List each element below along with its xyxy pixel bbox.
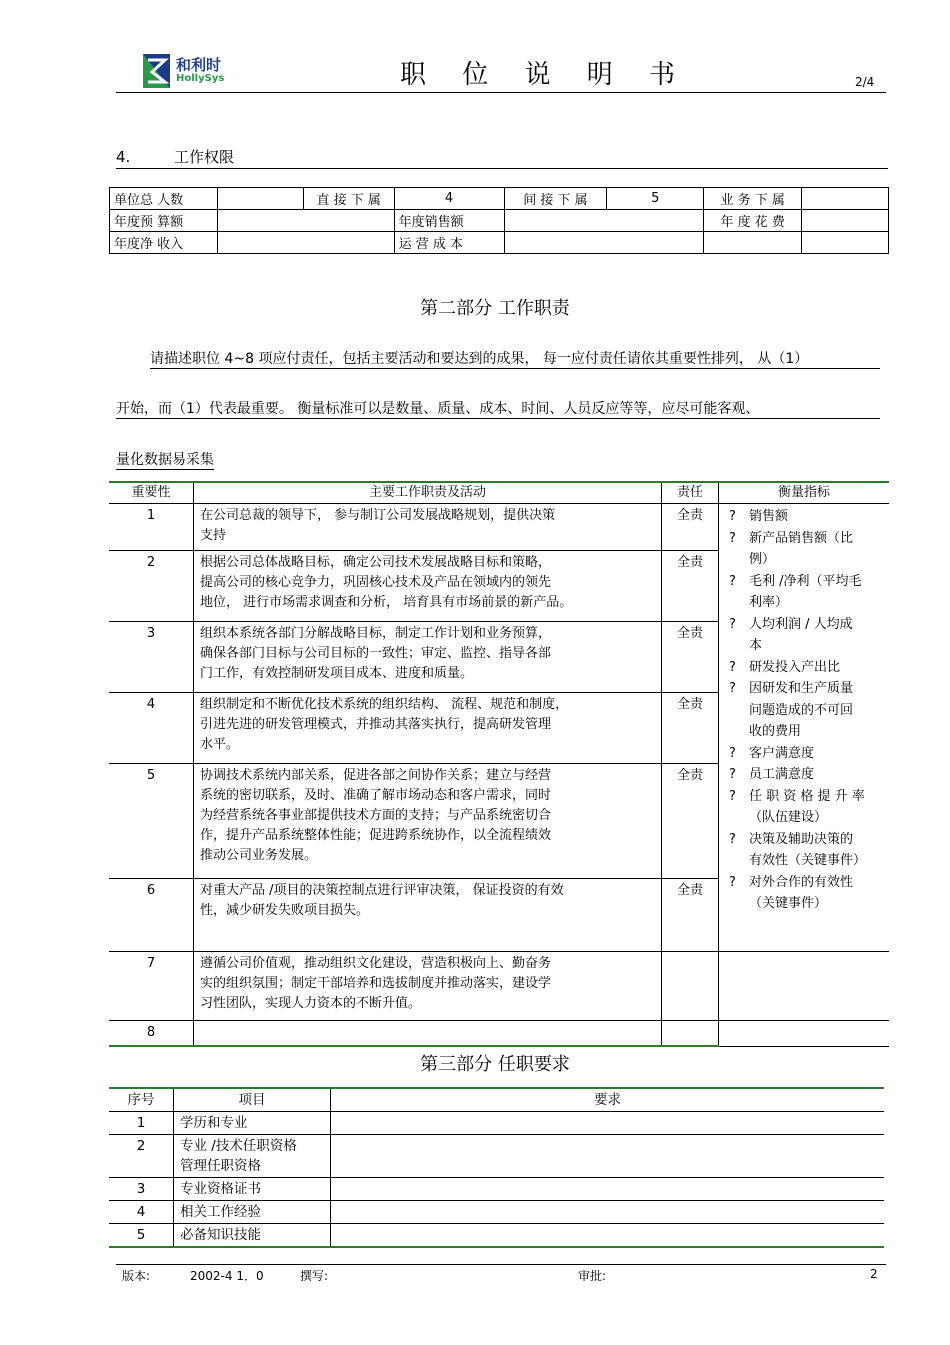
duty-line: 组织制定和不断优化技术系统的组织结构、 流程、规范和制度， — [200, 697, 569, 712]
table-row — [110, 232, 889, 254]
importance-rank: 2 — [109, 551, 194, 622]
requirement-item — [174, 1224, 331, 1248]
responsibility-level: 全责 — [662, 764, 719, 879]
metric-marker: ? — [729, 745, 736, 761]
duty-line: 性，减少研发失败项目损失。 — [200, 903, 370, 918]
metric-item — [725, 571, 883, 614]
table-cell: 业 务 下 属 — [704, 188, 802, 210]
intro-line-1: 请描述职位 4~8 项应付责任，包括主要活动和要达到的成果， 每一应付责任请依其重要性排列， 从（1） — [150, 348, 880, 369]
table-cell — [802, 232, 889, 254]
intro-line-2: 开始，而（1）代表最重要。 衡量标准可以是数量、质量、成本、时间、人员反应等等，应尽可能客观、 — [116, 398, 880, 419]
requirement-value — [331, 1224, 885, 1248]
duty-line: 水平。 — [200, 737, 240, 752]
header-requirement: 要求 — [331, 1088, 885, 1112]
responsibility-level: 全责 — [662, 622, 719, 693]
metric-item — [725, 678, 883, 743]
footer-divider — [116, 1264, 886, 1265]
requirement-item — [174, 1201, 331, 1224]
duties-table — [109, 481, 889, 1047]
table-cell: 运 营 成 本 — [394, 232, 504, 254]
table-row — [109, 1021, 889, 1047]
metric-line: 员工满意度 — [749, 767, 815, 782]
metric-line: 销售额 — [749, 509, 789, 524]
requirement-value — [331, 1178, 885, 1201]
metric-item — [725, 528, 883, 571]
responsibility-level: 全责 — [662, 879, 719, 952]
requirement-value — [331, 1112, 885, 1135]
requirement-value — [331, 1135, 885, 1178]
table-cell: 间 接 下 属 — [504, 188, 607, 210]
metric-line: 对外合作的有效性 — [749, 874, 854, 890]
duty-line: 遵循公司价值观，推动组织文化建设，营造积极向上、勤奋务 — [200, 956, 552, 971]
importance-rank: 3 — [109, 622, 194, 693]
table-cell — [217, 232, 394, 254]
footer-page-number: 2 — [870, 1267, 878, 1281]
footer-version-label: 版本: — [122, 1269, 151, 1283]
metric-line: 利率） — [749, 595, 789, 610]
requirement-value — [331, 1201, 885, 1224]
requirement-number: 1 — [109, 1112, 174, 1135]
table-row — [109, 1201, 884, 1224]
duty-line: 组织本系统各部门分解战略目标，制定工作计划和业务预算， — [200, 626, 552, 641]
table-cell: 5 — [607, 188, 704, 210]
metric-item — [725, 506, 883, 528]
footer-version-value: 2002-4 1．0 — [190, 1269, 264, 1283]
table-row — [110, 188, 889, 210]
responsibility-level: 全责 — [662, 693, 719, 764]
duty-description — [194, 504, 662, 551]
metric-line: （关键事件） — [749, 896, 828, 911]
importance-rank: 5 — [109, 764, 194, 879]
part-two-title: 第二部分 工作职责 — [420, 298, 570, 319]
duty-line: 提高公司的核心竞争力，巩固核心技术及产品在领域内的领先 — [200, 575, 552, 590]
requirement-item — [174, 1135, 331, 1178]
table-cell — [704, 232, 802, 254]
requirement-item-line: 专业资格证书 — [180, 1181, 261, 1197]
metric-line: 本 — [749, 638, 763, 653]
table-cell: 年度净 收入 — [110, 232, 218, 254]
duty-description — [194, 952, 662, 1021]
metric-marker: ? — [729, 573, 736, 589]
page-indicator: 2/4 — [855, 75, 875, 89]
metric-item — [725, 657, 883, 679]
importance-rank: 6 — [109, 879, 194, 952]
table-header-row — [109, 1088, 884, 1112]
metric-marker: ? — [729, 509, 736, 524]
table-cell — [802, 188, 889, 210]
duty-line: 对重大产品 /项目的决策控制点进行评审决策， 保证投资的有效 — [200, 883, 564, 898]
metric-item — [725, 829, 883, 872]
duty-line: 门工作，有效控制研发项目成本、进度和质量。 — [200, 666, 474, 681]
duty-line: 为经营系统各事业部提供技术方面的支持；与产品系统密切合 — [200, 808, 552, 823]
table-cell: 单位总 人数 — [110, 188, 218, 210]
table-cell — [217, 210, 394, 232]
table-row — [109, 952, 889, 1021]
duty-description — [194, 1021, 662, 1047]
metric-line: 新产品销售额（比 — [749, 530, 854, 546]
duty-line: 推动公司业务发展。 — [200, 848, 318, 863]
table-cell: 年 度 花 费 — [704, 210, 802, 232]
requirement-item-line: 必备知识技能 — [180, 1227, 261, 1243]
metric-marker: ? — [729, 767, 736, 782]
requirement-item-line: 相关工作经验 — [180, 1204, 261, 1220]
metric-item — [725, 786, 883, 829]
metric-line: 例） — [749, 552, 776, 567]
requirement-item-line: 学历和专业 — [180, 1115, 248, 1131]
table-cell: 年度销售额 — [394, 210, 504, 232]
responsibility-level — [662, 1021, 719, 1047]
duty-description — [194, 764, 662, 879]
duty-line: 地位， 进行市场需求调查和分析， 培育具有市场前景的新产品。 — [200, 595, 573, 610]
intro-line-3: 量化数据易采集 — [116, 449, 214, 470]
duty-line: 引进先进的研发管理模式，并推动其落实执行，提高研发管理 — [200, 717, 552, 732]
duty-description — [194, 622, 662, 693]
duty-line: 根据公司总体战略目标，确定公司技术发展战略目标和策略， — [200, 555, 552, 570]
metric-marker: ? — [729, 616, 736, 632]
metrics-list — [719, 504, 890, 952]
table-row — [109, 1178, 884, 1201]
header-item: 项目 — [174, 1088, 331, 1112]
metric-marker: ? — [729, 530, 736, 546]
table-cell: 4 — [394, 188, 504, 210]
metric-line: 收的费用 — [749, 724, 802, 739]
responsibility-level — [662, 952, 719, 1021]
table-row — [109, 1135, 884, 1178]
importance-rank: 7 — [109, 952, 194, 1021]
metric-marker: ? — [729, 788, 736, 804]
company-logo — [140, 52, 240, 90]
metric-item — [725, 872, 883, 915]
metric-marker: ? — [729, 874, 736, 890]
metric-item — [725, 743, 883, 765]
table-cell: 年度预 算额 — [110, 210, 218, 232]
table-row — [109, 1112, 884, 1135]
table-row — [110, 210, 889, 232]
header-importance: 重要性 — [109, 482, 194, 504]
header-metrics: 衡量指标 — [719, 482, 890, 504]
metric-line: 任 职 资 格 提 升 率 — [749, 788, 865, 804]
requirement-item — [174, 1178, 331, 1201]
authority-table — [109, 187, 889, 254]
footer-author-label: 撰写: — [300, 1269, 329, 1283]
duty-line: 确保各部门目标与公司目标的一致性；审定、监控、指导各部 — [200, 646, 552, 661]
requirement-number: 3 — [109, 1178, 174, 1201]
responsibility-level: 全责 — [662, 504, 719, 551]
table-cell — [504, 210, 704, 232]
importance-rank: 1 — [109, 504, 194, 551]
duty-line: 支持 — [200, 528, 227, 543]
metrics-cell — [719, 952, 890, 1021]
metric-line: 研发投入产出比 — [749, 659, 841, 675]
section-heading — [116, 146, 234, 167]
requirement-item — [174, 1112, 331, 1135]
header-duties: 主要工作职责及活动 — [194, 482, 662, 504]
duty-line: 习性团队，实现人力资本的不断升值。 — [200, 996, 422, 1011]
requirement-number: 4 — [109, 1201, 174, 1224]
requirement-number: 5 — [109, 1224, 174, 1248]
metric-item — [725, 614, 883, 657]
metric-line: 问题造成的不可回 — [749, 702, 854, 718]
metric-marker: ? — [729, 831, 736, 847]
requirements-table — [109, 1087, 884, 1248]
duty-line: 协调技术系统内部关系，促进各部之间协作关系；建立与经营 — [200, 768, 552, 783]
responsibility-level: 全责 — [662, 551, 719, 622]
metric-line: 决策及辅助决策的 — [749, 831, 854, 847]
table-cell — [217, 188, 303, 210]
section-divider — [116, 168, 888, 169]
metric-line: 毛利 /净利（平均毛 — [749, 573, 862, 589]
requirement-item-line: 管理任职资格 — [180, 1158, 261, 1174]
part-three-title: 第三部分 任职要求 — [420, 1054, 570, 1075]
table-row — [109, 504, 889, 551]
logo-subtext: HollySys — [176, 73, 225, 84]
metrics-cell — [719, 1021, 890, 1047]
duty-line: 系统的密切联系，及时、准确了解市场动态和客户需求，同时 — [200, 788, 552, 803]
duty-line: 在公司总裁的领导下， 参与制订公司发展战略规划，提供决策 — [200, 508, 556, 523]
requirement-number: 2 — [109, 1135, 174, 1178]
duty-description — [194, 551, 662, 622]
metric-marker: ? — [729, 659, 736, 675]
metric-line: （队伍建设） — [749, 810, 828, 825]
importance-rank: 8 — [109, 1021, 194, 1047]
metric-line: 人均利润 / 人均成 — [749, 616, 853, 632]
duty-line: 作，提升产品系统整体性能；促进跨系统协作，以全流程绩效 — [200, 828, 552, 843]
logo-text: 和利时 — [176, 56, 222, 74]
duty-description — [194, 879, 662, 952]
importance-rank: 4 — [109, 693, 194, 764]
table-header-row — [109, 482, 889, 504]
table-row — [109, 1224, 884, 1248]
metric-line: 有效性（关键事件） — [749, 853, 867, 868]
metric-marker: ? — [729, 681, 736, 696]
header-divider — [116, 92, 886, 93]
table-cell — [504, 232, 704, 254]
metric-line: 客户满意度 — [749, 745, 815, 761]
requirement-item-line: 专业 /技术任职资格 — [180, 1138, 297, 1154]
document-title: 职 位 说 明 书 — [400, 60, 690, 90]
section-title: 工作权限 — [174, 148, 235, 166]
table-cell — [802, 210, 889, 232]
metric-item — [725, 764, 883, 786]
header-number: 序号 — [109, 1088, 174, 1112]
table-cell: 直 接 下 属 — [303, 188, 394, 210]
duty-description — [194, 693, 662, 764]
metric-line: 因研发和生产质量 — [749, 681, 854, 696]
section-number: 4. — [116, 148, 131, 166]
duty-line: 实的组织氛围；制定干部培养和选拔制度并推动落实，建设学 — [200, 976, 552, 991]
footer-approve-label: 审批: — [578, 1269, 607, 1283]
header-responsibility: 责任 — [662, 482, 719, 504]
